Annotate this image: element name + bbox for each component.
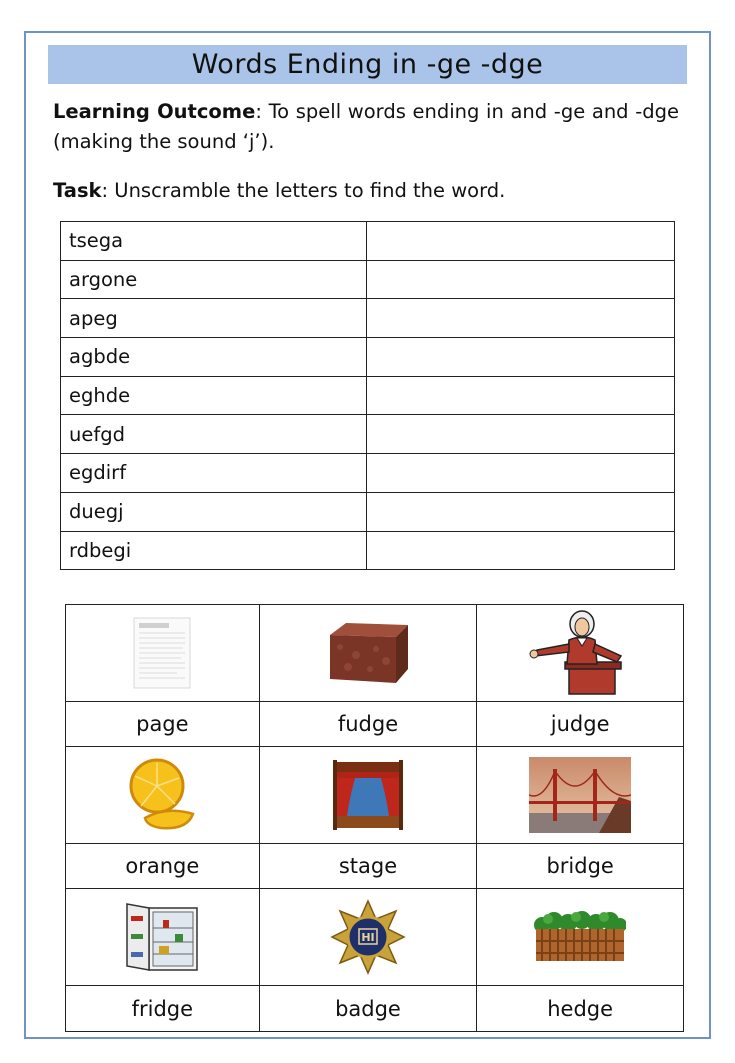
scrambled-word: argone bbox=[61, 260, 367, 299]
answer-cell[interactable] bbox=[367, 415, 675, 454]
scrambled-word: rdbegi bbox=[61, 531, 367, 570]
bridge-icon bbox=[529, 757, 631, 833]
picture-cell bbox=[66, 889, 260, 986]
word-label: bridge bbox=[477, 844, 684, 889]
label-row bbox=[66, 986, 684, 1032]
learning-outcome bbox=[53, 97, 679, 157]
badge-icon bbox=[330, 899, 406, 975]
table-row bbox=[61, 299, 675, 338]
picture-cell bbox=[66, 605, 260, 702]
answer-cell[interactable] bbox=[367, 376, 675, 415]
fudge-icon bbox=[326, 621, 410, 685]
task-text: : Unscramble the letters to find the word. bbox=[101, 179, 506, 202]
word-bank-table bbox=[65, 604, 684, 1032]
hedge-icon bbox=[534, 911, 626, 963]
picture-cell bbox=[259, 889, 477, 986]
svg-text:HI: HI bbox=[361, 931, 375, 944]
word-label: fudge bbox=[259, 702, 477, 747]
table-row bbox=[61, 260, 675, 299]
word-label: orange bbox=[66, 844, 260, 889]
word-label: fridge bbox=[66, 986, 260, 1032]
answer-cell[interactable] bbox=[367, 222, 675, 261]
table-row bbox=[61, 338, 675, 377]
scrambled-word: apeg bbox=[61, 299, 367, 338]
table-row bbox=[61, 376, 675, 415]
word-label: badge bbox=[259, 986, 477, 1032]
page-icon bbox=[133, 617, 191, 689]
answer-cell[interactable] bbox=[367, 299, 675, 338]
picture-row bbox=[66, 605, 684, 702]
answer-cell[interactable] bbox=[367, 454, 675, 493]
word-label: judge bbox=[477, 702, 684, 747]
stage-icon bbox=[333, 760, 403, 830]
word-label: page bbox=[66, 702, 260, 747]
answer-cell[interactable] bbox=[367, 492, 675, 531]
table-row bbox=[61, 415, 675, 454]
scrambled-word: duegj bbox=[61, 492, 367, 531]
task-label: Task bbox=[53, 179, 102, 202]
learning-outcome-label: Learning Outcome bbox=[53, 100, 256, 123]
picture-cell bbox=[66, 747, 260, 844]
judge-icon bbox=[529, 610, 631, 696]
picture-cell bbox=[259, 605, 477, 702]
picture-row bbox=[66, 889, 684, 986]
scrambled-word: uefgd bbox=[61, 415, 367, 454]
worksheet-title: Words Ending in -ge -dge bbox=[191, 49, 544, 80]
picture-cell bbox=[477, 889, 684, 986]
scrambled-word: agbde bbox=[61, 338, 367, 377]
learning-outcome-text: : To spell words ending in and -ge and -dge (making the sound ‘j’). bbox=[53, 100, 679, 153]
scrambled-word: egdirf bbox=[61, 454, 367, 493]
answer-cell[interactable] bbox=[367, 338, 675, 377]
scramble-table bbox=[60, 221, 675, 570]
word-label: stage bbox=[259, 844, 477, 889]
scrambled-word: eghde bbox=[61, 376, 367, 415]
task-instructions bbox=[53, 176, 679, 206]
table-row bbox=[61, 492, 675, 531]
orange-icon bbox=[127, 758, 197, 832]
picture-cell bbox=[259, 747, 477, 844]
table-row bbox=[61, 531, 675, 570]
scrambled-word: tsega bbox=[61, 222, 367, 261]
fridge-icon bbox=[123, 902, 201, 972]
answer-cell[interactable] bbox=[367, 260, 675, 299]
answer-cell[interactable] bbox=[367, 531, 675, 570]
label-row bbox=[66, 844, 684, 889]
label-row bbox=[66, 702, 684, 747]
table-row bbox=[61, 222, 675, 261]
word-label: hedge bbox=[477, 986, 684, 1032]
picture-cell bbox=[477, 605, 684, 702]
worksheet-title-bar bbox=[48, 45, 687, 84]
picture-cell bbox=[477, 747, 684, 844]
picture-row bbox=[66, 747, 684, 844]
table-row bbox=[61, 454, 675, 493]
